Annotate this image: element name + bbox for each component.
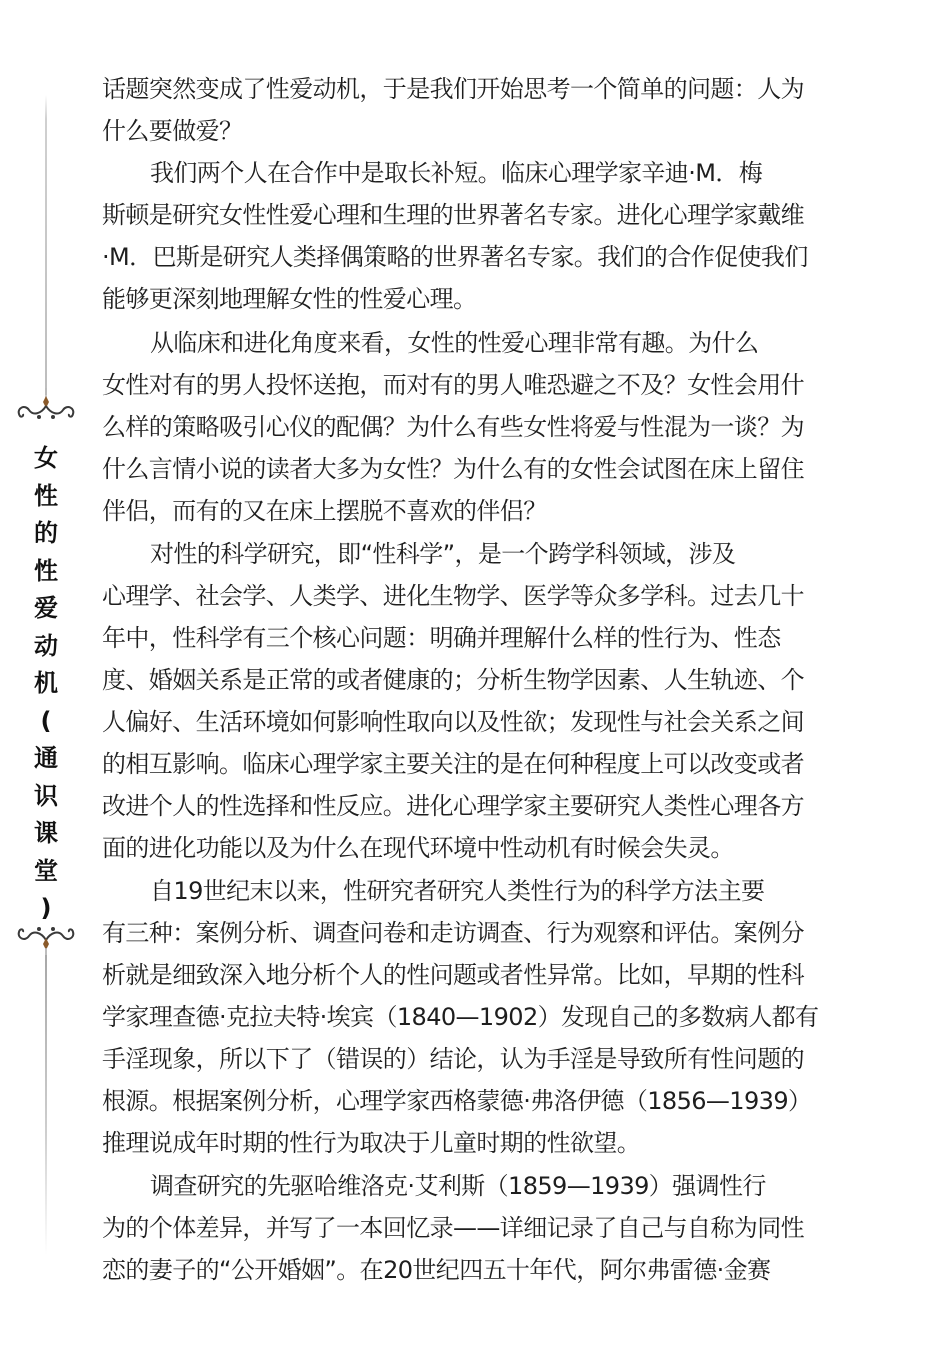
- text-line: 心理学、社会学、人类学、进化生物学、医学等众多学科。过去几十: [102, 582, 804, 610]
- text-line: 年中，性科学有三个核心问题：明确并理解什么样的性行为、性态: [102, 624, 781, 652]
- title-char: (: [40, 706, 52, 735]
- text-line: 自19世纪末以来，性研究者研究人类性行为的科学方法主要: [150, 877, 765, 905]
- text-line: 推理说成年时期的性行为取决于儿童时期的性欲望。: [102, 1129, 641, 1157]
- text-line: 么样的策略吸引心仪的配偶？为什么有些女性将爱与性混为一谈？为: [102, 413, 804, 441]
- text-line: 什么言情小说的读者大多为女性？为什么有的女性会试图在床上留住: [102, 455, 804, 483]
- title-char: 动: [34, 631, 58, 660]
- title-char: 课: [34, 819, 58, 847]
- title-char: 的: [34, 519, 58, 547]
- text-line: 什么要做爱？: [102, 117, 243, 145]
- text-line: 有三种：案例分析、调查问卷和走访调查、行为观察和评估。案例分: [102, 919, 804, 947]
- text-line: 人偏好、生活环境如何影响性取向以及性欲；发现性与社会关系之间: [102, 708, 804, 736]
- text-line: ·M．巴斯是研究人类择偶策略的世界著名专家。我们的合作促使我们: [102, 243, 808, 271]
- text-line: 析就是细致深入地分析个人的性问题或者性异常。比如，早期的性科: [102, 961, 804, 989]
- title-char: 识: [34, 781, 58, 810]
- text-line: 为的个体差异，并写了一本回忆录——详细记录了自己与自称为同性: [102, 1214, 804, 1242]
- text-line: 伴侣，而有的又在床上摆脱不喜欢的伴侣？: [102, 497, 547, 525]
- text-line: 手淫现象，所以下了（错误的）结论，认为手淫是导致所有性问题的: [102, 1045, 804, 1073]
- text-line: 斯顿是研究女性性爱心理和生理的世界著名专家。进化心理学家戴维: [102, 201, 804, 229]
- text-line: 我们两个人在合作中是取长补短。临床心理学家辛迪·M．梅: [150, 159, 763, 187]
- title-char: 女: [34, 444, 58, 472]
- text-line: 话题突然变成了性爱动机，于是我们开始思考一个简单的问题：人为: [102, 75, 804, 103]
- text-line: 的相互影响。临床心理学家主要关注的是在何种程度上可以改变或者: [102, 750, 804, 778]
- text-line: 恋的妻子的“公开婚姻”。在20世纪四五十年代，阿尔弗雷德·金赛: [102, 1256, 771, 1284]
- text-line: 调查研究的先驱哈维洛克·艾利斯（1859—1939）强调性行: [150, 1172, 766, 1200]
- text-line: 学家理查德·克拉夫特·埃宾（1840—1902）发现自己的多数病人都有: [102, 1003, 819, 1031]
- text-line: 面的进化功能以及为什么在现代环境中性动机有时候会失灵。: [102, 834, 734, 862]
- title-char: 堂: [34, 856, 58, 885]
- text-line: 从临床和进化角度来看，女性的性爱心理非常有趣。为什么: [150, 329, 759, 357]
- text-line: 改进个人的性选择和性反应。进化心理学家主要研究人类性心理各方: [102, 792, 804, 820]
- text-line: 度、婚姻关系是正常的或者健康的；分析生物学因素、人生轨迹、个: [102, 666, 804, 694]
- text-line: 对性的科学研究，即“性科学”，是一个跨学科领域，涉及: [150, 540, 736, 568]
- text-line: 根源。根据案例分析，心理学家西格蒙德·弗洛伊德（1856—1939）: [102, 1087, 812, 1115]
- title-char: 性: [34, 481, 58, 510]
- title-char: 爱: [34, 594, 58, 622]
- title-char: 性: [34, 556, 58, 585]
- text-line: 能够更深刻地理解女性的性爱心理。: [102, 285, 477, 313]
- title-char: 通: [34, 744, 58, 772]
- title-char: 机: [34, 669, 58, 697]
- title-char: ): [40, 894, 52, 922]
- text-line: 女性对有的男人投怀送抱，而对有的男人唯恐避之不及？女性会用什: [102, 371, 804, 399]
